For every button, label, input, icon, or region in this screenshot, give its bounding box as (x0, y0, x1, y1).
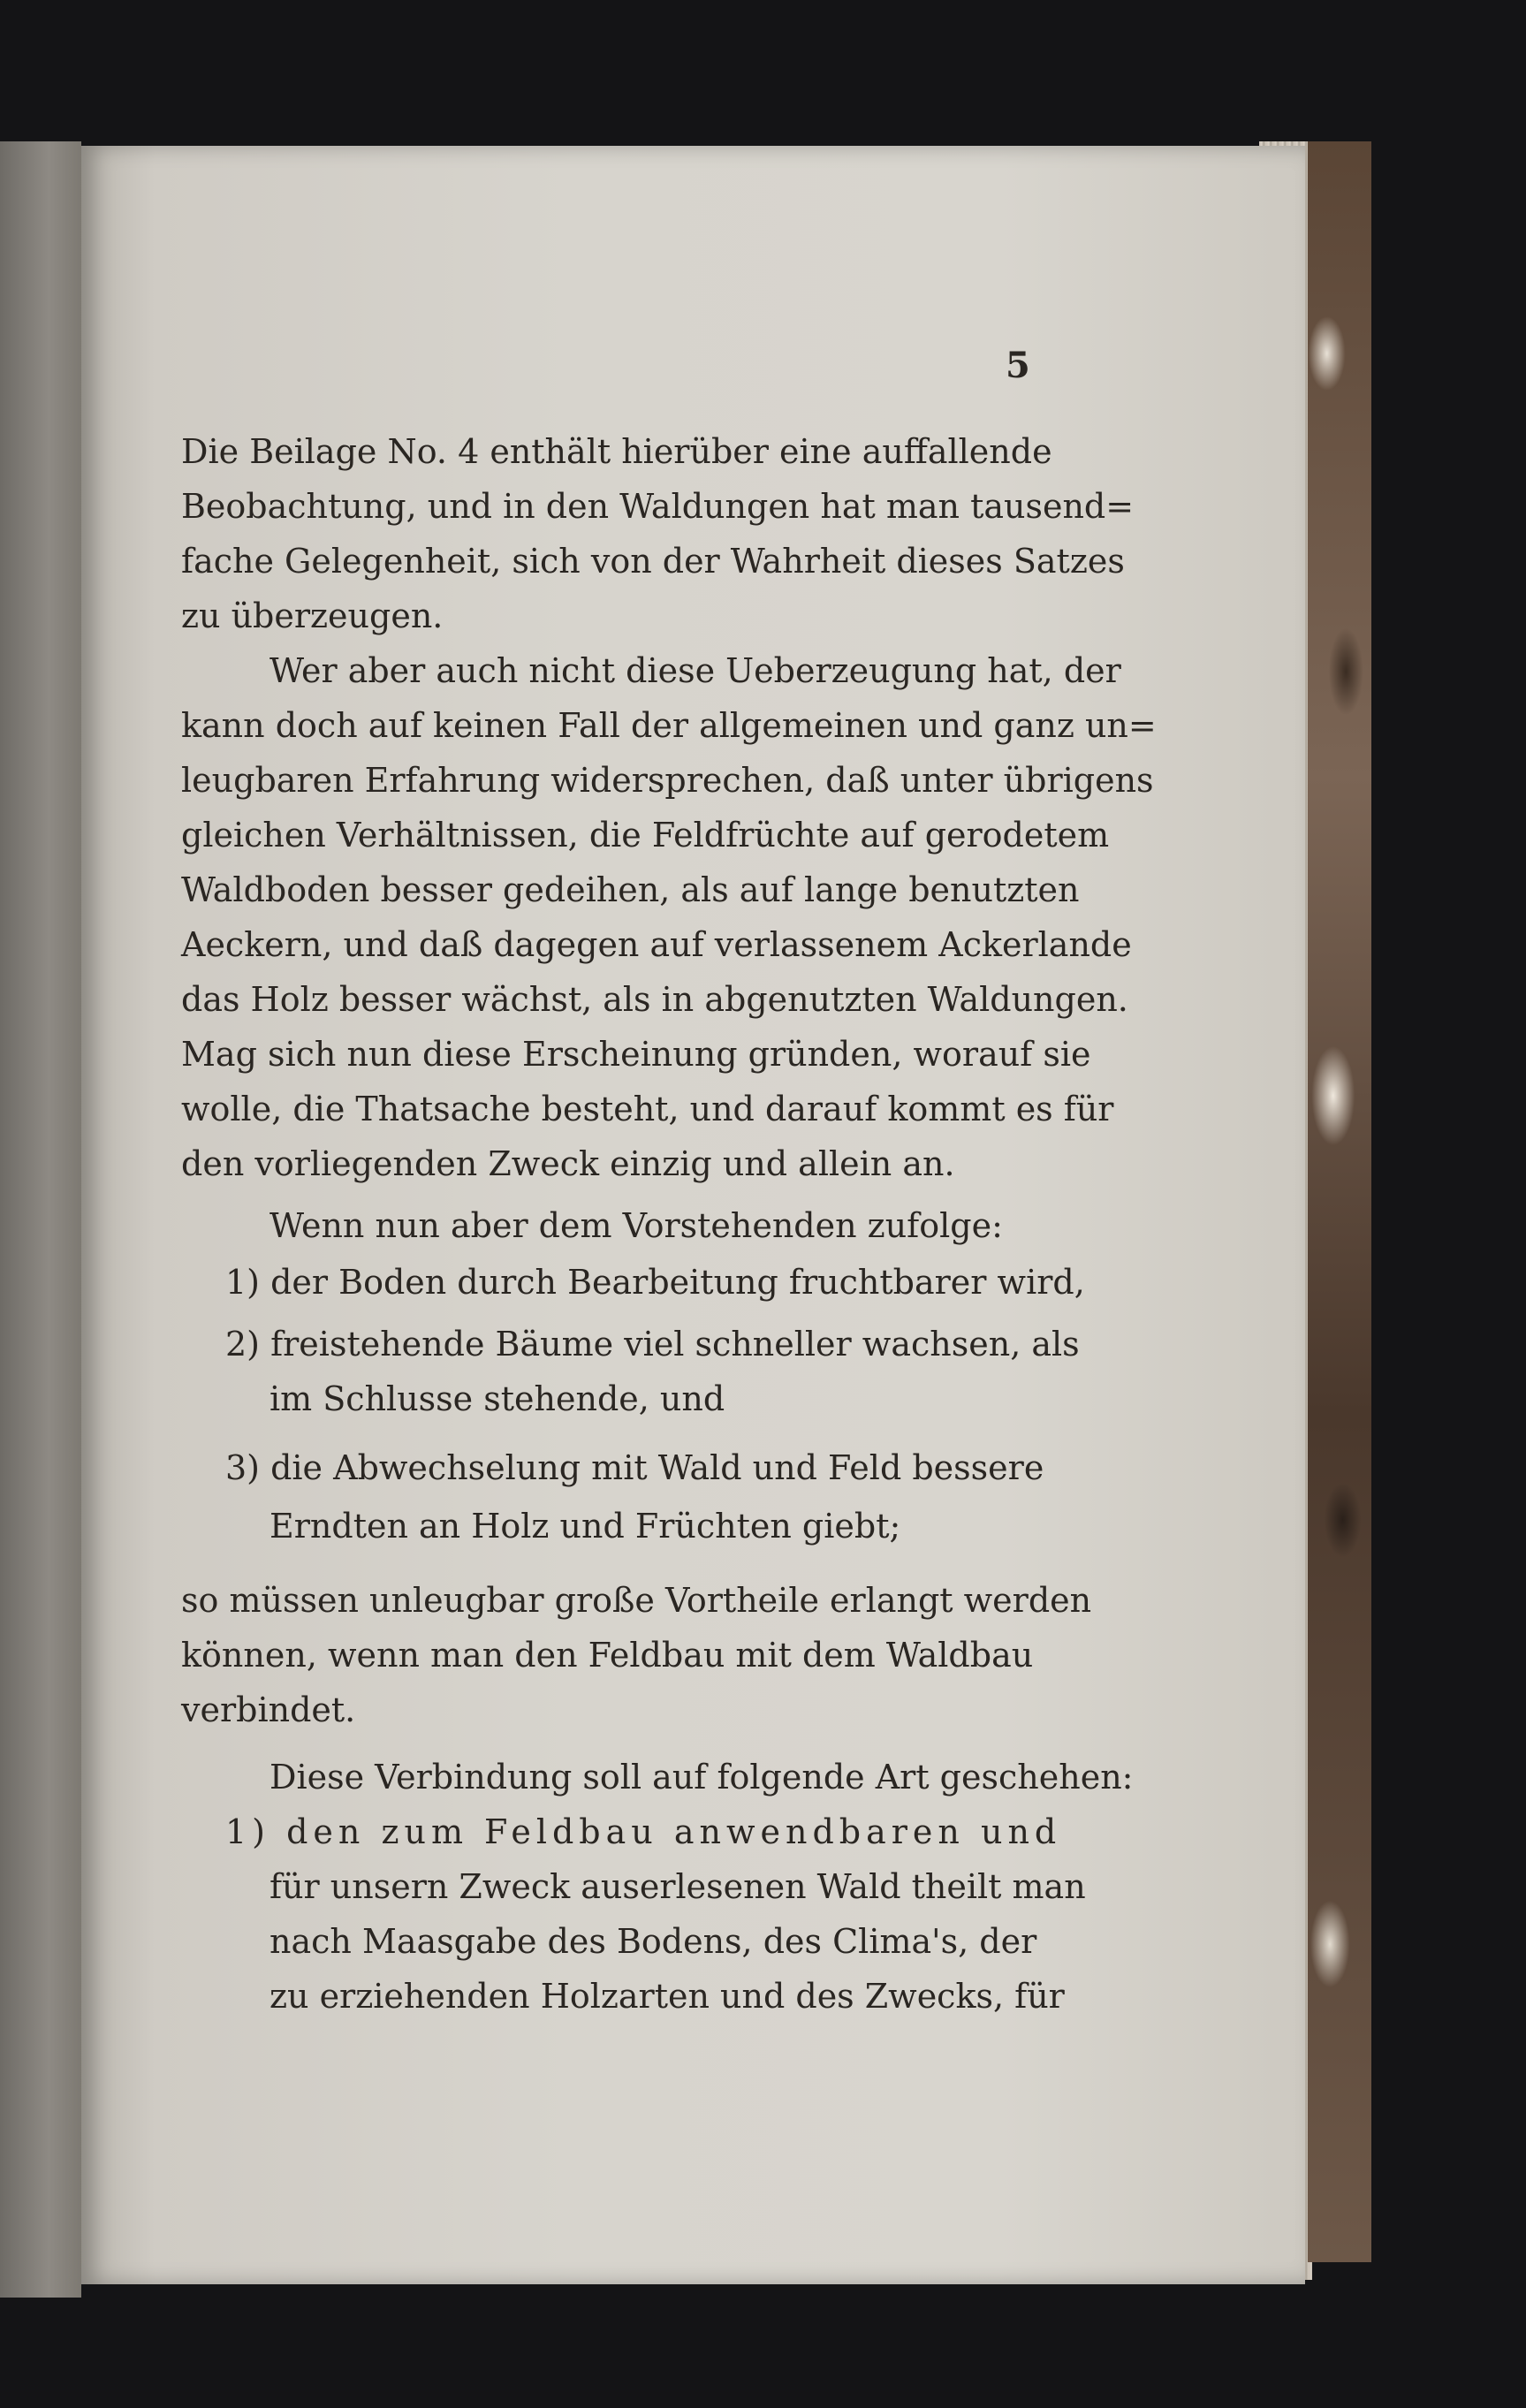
text-line: den vorliegenden Zweck einzig und allein an. (181, 1144, 955, 1183)
text-line: so müssen unleugbar große Vortheile erlangt werden (181, 1581, 1092, 1620)
text-line: gleichen Verhältnissen, die Feldfrüchte auf gerodetem (181, 816, 1110, 855)
text-line: kann doch auf keinen Fall der allgemeinen und ganz un= (181, 706, 1157, 745)
list-item-continuation: für unsern Zweck auserlesenen Wald theilt man (270, 1867, 1086, 1906)
text-line: Die Beilage No. 4 enthält hierüber eine auffallende (181, 432, 1052, 471)
text-line: Aeckern, und daß dagegen auf verlassenem Ackerlande (181, 925, 1132, 964)
text-line: Wer aber auch nicht diese Ueberzeugung hat, der (270, 651, 1121, 690)
facing-page-edge (0, 141, 81, 2298)
text-line: wolle, die Thatsache besteht, und darauf kommt es für (181, 1090, 1114, 1128)
list-item: 3) die Abwechselung mit Wald und Feld bessere (225, 1448, 1044, 1487)
text-line: fache Gelegenheit, sich von der Wahrheit dieses Satzes (181, 542, 1125, 581)
text-line: verbindet. (181, 1690, 356, 1729)
marbled-cover (1308, 141, 1371, 2262)
list-item-continuation: nach Maasgabe des Bodens, des Clima's, der (270, 1922, 1037, 1961)
page-number: 5 (1006, 345, 1030, 386)
text-line: zu überzeugen. (181, 596, 444, 635)
text-line: das Holz besser wächst, als in abgenutzten Waldungen. (181, 980, 1128, 1019)
text-line: Mag sich nun diese Erscheinung gründen, worauf sie (181, 1035, 1091, 1074)
text-line: Beobachtung, und in den Waldungen hat man tausend= (181, 487, 1135, 526)
list-item-continuation: zu erziehenden Holzarten und des Zwecks, für (270, 1977, 1065, 2016)
list-item: 2) freistehende Bäume viel schneller wachsen, als (225, 1325, 1080, 1364)
list-item-continuation: Erndten an Holz und Früchten giebt; (270, 1507, 901, 1546)
list-item: 1) den zum Feldbau anwendbaren und (225, 1812, 1062, 1851)
text-line: können, wenn man den Feldbau mit dem Waldbau (181, 1636, 1034, 1675)
list-item-continuation: im Schlusse stehende, und (270, 1379, 725, 1418)
text-line: leugbaren Erfahrung widersprechen, daß unter übrigens (181, 761, 1154, 800)
text-line: Diese Verbindung soll auf folgende Art geschehen: (270, 1758, 1134, 1797)
text-line: Waldboden besser gedeihen, als auf lange benutzten (181, 870, 1080, 909)
text-line: Wenn nun aber dem Vorstehenden zufolge: (270, 1206, 1003, 1245)
list-item: 1) der Boden durch Bearbeitung fruchtbarer wird, (225, 1263, 1085, 1302)
